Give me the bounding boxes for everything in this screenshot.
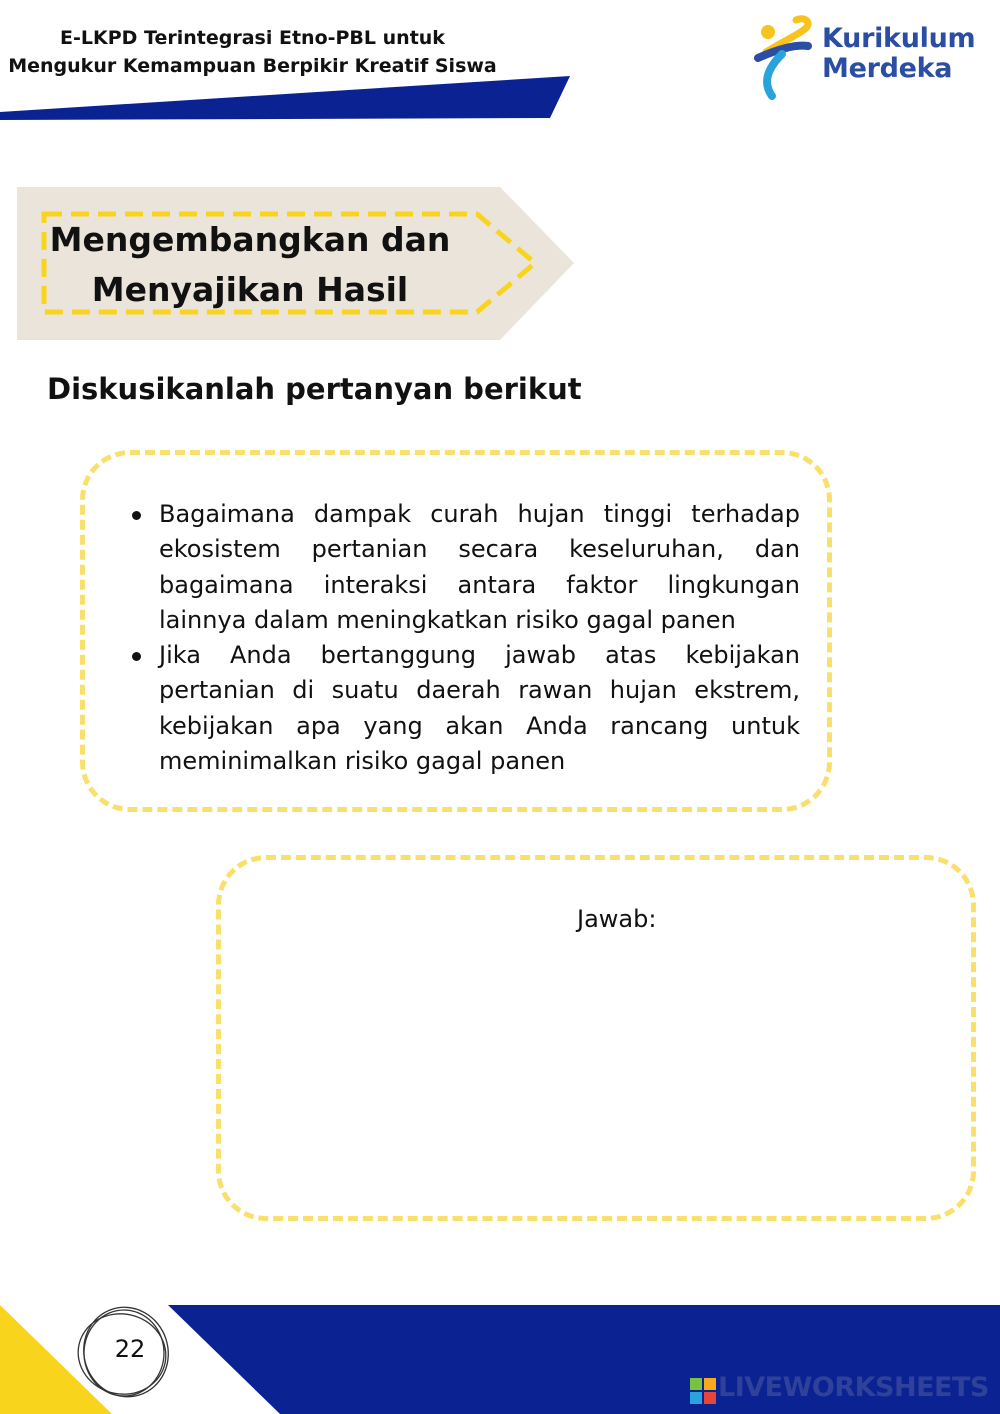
liveworksheets-logo-icon bbox=[690, 1378, 716, 1404]
kurikulum-merdeka-logo bbox=[752, 12, 988, 102]
kurikulum-merdeka-logo-icon bbox=[752, 12, 822, 102]
answer-label: Jawab: bbox=[577, 905, 657, 933]
question-list bbox=[130, 497, 800, 779]
logo-text bbox=[822, 24, 975, 84]
question-item bbox=[130, 497, 800, 638]
logo-line-1: Kurikulum bbox=[822, 23, 976, 54]
section-title-line-2: Menyajikan Hasil bbox=[91, 270, 409, 309]
header-band bbox=[0, 70, 580, 130]
question-item bbox=[130, 638, 800, 779]
question-text: Bagaimana dampak curah hujan tinggi terhadap ekosistem pertanian secara keseluruhan, dan bagaimana interaksi antara faktor lingkungan lainnya dalam meningkatkan risiko gagal panen bbox=[159, 500, 800, 634]
section-title bbox=[45, 215, 455, 315]
header-title-line-1: E-LKPD Terintegrasi Etno-PBL untuk bbox=[60, 27, 445, 49]
question-text: Jika Anda bertanggung jawab atas kebijakan pertanian di suatu daerah rawan hujan ekstrem, kebijakan apa yang akan Anda rancang untuk meminimalkan risiko gagal panen bbox=[159, 641, 800, 776]
discussion-heading: Diskusikanlah pertanyan berikut bbox=[47, 372, 582, 406]
liveworksheets-watermark bbox=[690, 1372, 990, 1408]
section-title-line-1: Mengembangkan dan bbox=[49, 220, 451, 259]
bullet-icon bbox=[132, 511, 141, 520]
watermark-text: LIVEWORKSHEETS bbox=[718, 1372, 989, 1403]
bullet-icon bbox=[132, 652, 141, 661]
header-title-line-2: Mengukur Kemampuan Berpikir Kreatif Siswa bbox=[8, 55, 497, 77]
page-number: 22 bbox=[114, 1335, 146, 1363]
logo-line-2: Merdeka bbox=[822, 53, 953, 84]
